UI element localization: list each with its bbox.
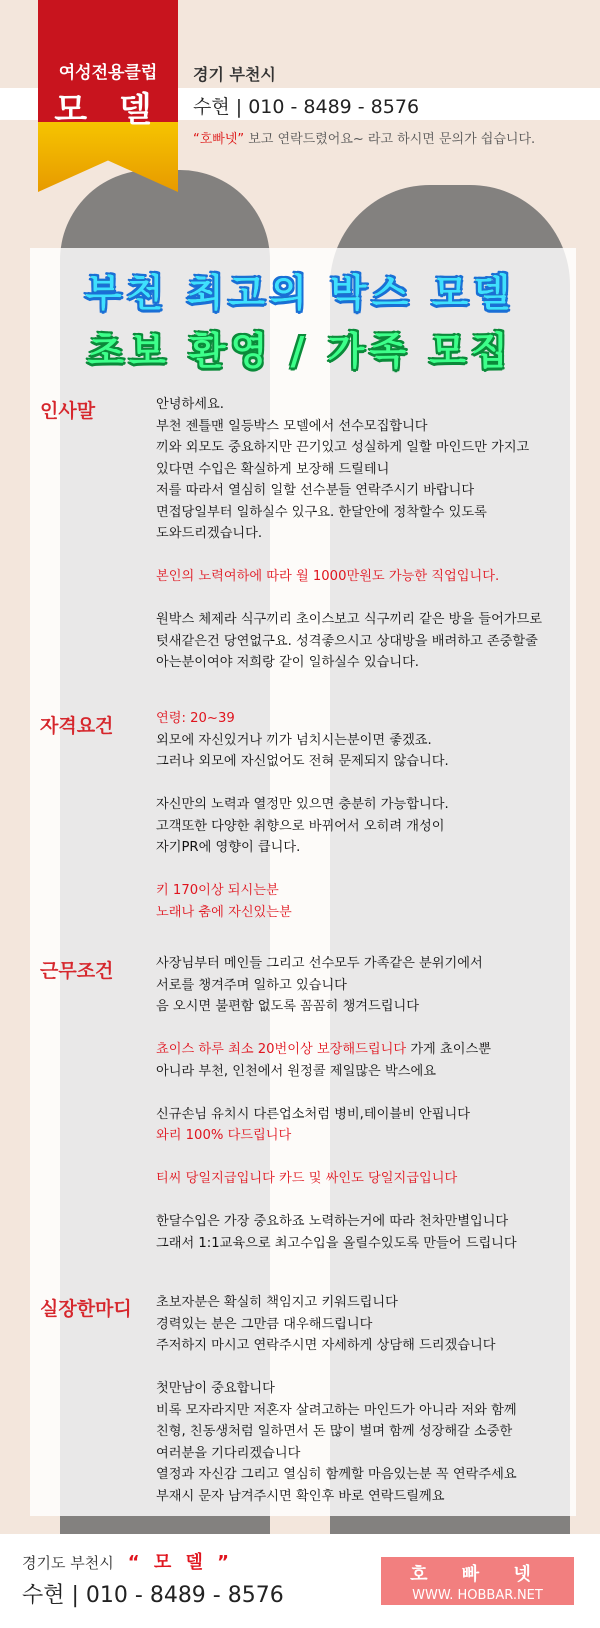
text-line: 자기PR에 영향이 큽니다. [156, 840, 301, 855]
spacer [156, 773, 576, 795]
text-line: 한달수입은 가장 중요하죠 노력하는거에 따라 천차만별입니다 [156, 1214, 509, 1229]
highlight-line: 와리 100% 다드립니다 [156, 1128, 292, 1143]
section-final [156, 1292, 576, 1507]
text-fragment: 가게 쵸이스뿐 [406, 1042, 491, 1057]
text-line: 부재시 문자 남겨주시면 확인후 바로 연락드릴께요 [156, 1488, 445, 1504]
text-line: 초보자분은 확실히 책임지고 키워드립니다 [156, 1295, 398, 1310]
text-line: 그래서 1:1교육으로 최고수입을 올릴수있도록 만들어 드립니다 [156, 1235, 517, 1251]
spacer [156, 545, 576, 567]
hobbar-logo[interactable] [381, 1557, 574, 1605]
spacer [156, 1357, 576, 1379]
text-line: 사장님부터 메인들 그리고 선수모두 가족같은 분위기에서 [156, 956, 483, 971]
main-title: 부천 최고의 박스 모델 [84, 271, 516, 315]
text-line: 비록 모자라지만 저혼자 살려고하는 마인드가 아니라 저와 함께 [156, 1402, 517, 1418]
section-heading-final: 실장한마디 [40, 1298, 132, 1320]
text-line: 부천 젠틀맨 일등박스 모델에서 선수모집합니다 [156, 418, 428, 434]
highlight-line: 티씨 당일지급입니다 카드 및 싸인도 당일지급입니다 [156, 1171, 458, 1186]
text-line: 첫만남이 중요합니다 [156, 1381, 275, 1396]
text-line: 음 오시면 불편함 없도록 꼼꼼히 챙겨드립니다 [156, 999, 420, 1014]
sub-title: 초보 환영 / 가족 모집 [87, 329, 513, 373]
text-line [156, 1039, 576, 1061]
section-conditions [156, 953, 576, 1254]
text-line: 주저하지 마시고 연락주시면 자세하게 상담해 드리겠습니다 [156, 1338, 496, 1353]
spacer [156, 588, 576, 610]
model-label: 모 델 [54, 90, 162, 130]
text-line: 열정과 자신감 그리고 열심히 함께할 마음있는분 꼭 연락주세요 [156, 1467, 517, 1482]
spacer [156, 1018, 576, 1040]
ribbon-yellow [38, 122, 178, 192]
header-phone[interactable]: 수현 | 010 - 8489 - 8576 [193, 96, 420, 118]
text-line: 도와드리겠습니다. [156, 526, 263, 541]
footer-brand: “ 모 델 ” [127, 1552, 233, 1573]
text-line: 원박스 체제라 식구끼리 초이스보고 식구끼리 같은 방을 들어가므로 [156, 612, 543, 627]
header [0, 0, 600, 190]
text-line: 경력있는 분은 그만큼 대우해드립니다 [156, 1316, 373, 1332]
section-greeting [156, 394, 576, 674]
footer-region [22, 1548, 233, 1574]
header-region: 경기 부천시 [193, 65, 276, 84]
highlight-line: 노래나 춤에 자신있는분 [156, 904, 292, 920]
footer-phone[interactable]: 수현 | 010 - 8489 - 8576 [22, 1583, 284, 1608]
text-line: 아는분이여야 저희랑 같이 일하실수 있습니다. [156, 655, 420, 670]
highlight-line: 본인의 노력여하에 따라 월 1000만원도 가능한 직업입니다. [156, 569, 500, 584]
spacer [156, 859, 576, 881]
spacer [156, 1147, 576, 1169]
text-line: 끼와 외모도 중요하지만 끈기있고 성실하게 일할 마인드만 가지고 [156, 440, 530, 455]
text-line: 친형, 친동생처럼 일하면서 돈 많이 벌며 함께 성장해갈 소중한 [156, 1424, 513, 1439]
text-line: 고객또한 다양한 취향으로 바뀌어서 오히려 개성이 [156, 818, 445, 834]
text-line: 자신만의 노력과 열정만 있으면 충분히 가능합니다. [156, 797, 449, 812]
logo-name: 호 빠 넷 [410, 1564, 545, 1585]
note-quote: “호빠넷” [193, 132, 245, 147]
logo-url: WWW. HOBBAR.NET [412, 1588, 543, 1603]
club-label: 여성전용클럽 [58, 63, 158, 83]
note-text: 보고 연락드렸어요~ 라고 하시면 문의가 쉽습니다. [244, 132, 536, 147]
text-line: 면접당일부터 일하실수 있구요. 한달안에 정착할수 있도록 [156, 504, 487, 520]
header-note [193, 128, 535, 147]
section-qualification [156, 708, 576, 923]
highlight-line: 키 170이상 되시는분 [156, 883, 279, 898]
footer-region-text: 경기도 부천시 [22, 1554, 114, 1572]
section-heading-qualification: 자격요건 [40, 715, 114, 737]
text-line: 있다면 수입은 확실하게 보장해 드릴테니 [156, 461, 390, 477]
section-heading-conditions: 근무조건 [40, 960, 114, 982]
spacer [156, 1082, 576, 1104]
highlight-line: 연령: 20~39 [156, 711, 235, 726]
club-ribbon [38, 0, 178, 190]
text-line: 안녕하세요. [156, 397, 224, 412]
text-line: 여러분을 기다리겠습니다 [156, 1445, 301, 1461]
highlight-text: 쵸이스 하루 최소 20번이상 보장해드립니다 [156, 1042, 407, 1057]
text-line: 텃새같은건 당연없구요. 성격좋으시고 상대방을 배려하고 존중할줄 [156, 633, 538, 649]
text-line: 외모에 자신있거나 끼가 넘치시는분이면 좋겠죠. [156, 732, 432, 748]
text-line: 신규손님 유치시 다른업소처럼 병비,테이블비 안핍니다 [156, 1106, 470, 1122]
text-line: 서로를 챙겨주며 일하고 있습니다 [156, 977, 347, 993]
spacer [156, 1190, 576, 1212]
text-line: 그러나 외모에 자신없어도 전혀 문제되지 않습니다. [156, 754, 449, 769]
text-line: 저를 따라서 열심히 일할 선수분들 연락주시기 바랍니다 [156, 483, 475, 498]
text-line: 아니라 부천, 인천에서 원정콜 제일많은 박스에요 [156, 1063, 436, 1079]
section-heading-greeting: 인사말 [40, 400, 96, 422]
